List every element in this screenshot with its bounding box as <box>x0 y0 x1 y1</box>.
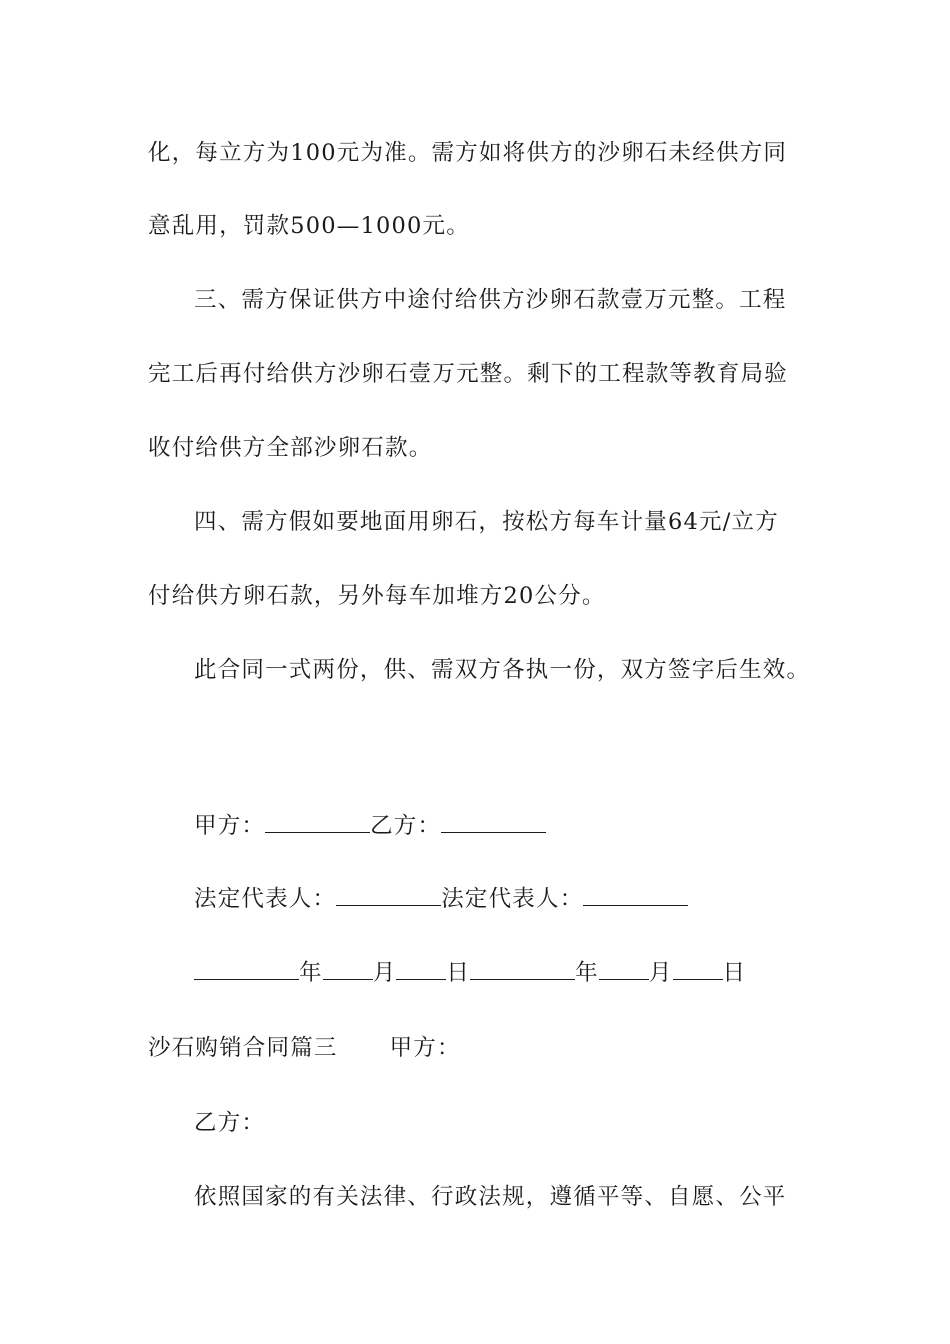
year-label: 年 <box>575 960 599 986</box>
paragraph-line: 依照国家的有关法律、行政法规，遵循平等、自愿、公平 <box>194 1184 787 1210</box>
day-a-blank <box>396 957 446 980</box>
party-b-label: 乙方： <box>370 813 442 839</box>
party-a-blank <box>265 810 370 833</box>
paragraph-line: 四、需方假如要地面用卵石，按松方每车计量64元/立方 <box>194 509 779 535</box>
paragraph-line: 化，每立方为100元为准。需方如将供方的沙卵石未经供方同 <box>148 140 788 166</box>
signature-date-line <box>194 957 746 988</box>
month-a-blank <box>323 957 373 980</box>
paragraph-line: 三、需方保证供方中途付给供方沙卵石款壹万元整。工程 <box>194 287 787 313</box>
legal-rep-b-label: 法定代表人： <box>441 886 584 912</box>
month-label: 月 <box>372 960 397 986</box>
section-title: 沙石购销合同篇三 <box>148 1035 338 1061</box>
month-label: 月 <box>648 960 673 986</box>
section-title-line <box>148 1033 461 1063</box>
paragraph-line: 意乱用，罚款500—1000元。 <box>148 213 470 239</box>
paragraph-line: 完工后再付给供方沙卵石壹万元整。剩下的工程款等教育局验 <box>148 361 788 387</box>
section-party-a-label: 甲方： <box>389 1035 461 1061</box>
year-label: 年 <box>299 960 323 986</box>
legal-rep-a-label: 法定代表人： <box>194 886 337 912</box>
year-b-blank <box>470 957 575 980</box>
day-label: 日 <box>446 960 471 986</box>
legal-rep-a-blank <box>336 883 441 906</box>
paragraph-line: 此合同一式两份，供、需双方各执一份，双方签字后生效。 <box>194 657 811 683</box>
legal-rep-b-blank <box>583 883 688 906</box>
year-a-blank <box>194 957 299 980</box>
day-b-blank <box>673 957 723 980</box>
paragraph-line: 收付给供方全部沙卵石款。 <box>148 435 433 461</box>
section-party-b-label: 乙方： <box>194 1110 266 1136</box>
signature-legal-rep-line <box>194 883 688 914</box>
month-b-blank <box>599 957 649 980</box>
signature-parties-line <box>194 810 546 841</box>
paragraph-line: 付给供方卵石款，另外每车加堆方20公分。 <box>148 583 606 609</box>
party-b-blank <box>441 810 546 833</box>
day-label: 日 <box>722 960 747 986</box>
party-a-label: 甲方： <box>194 813 266 839</box>
